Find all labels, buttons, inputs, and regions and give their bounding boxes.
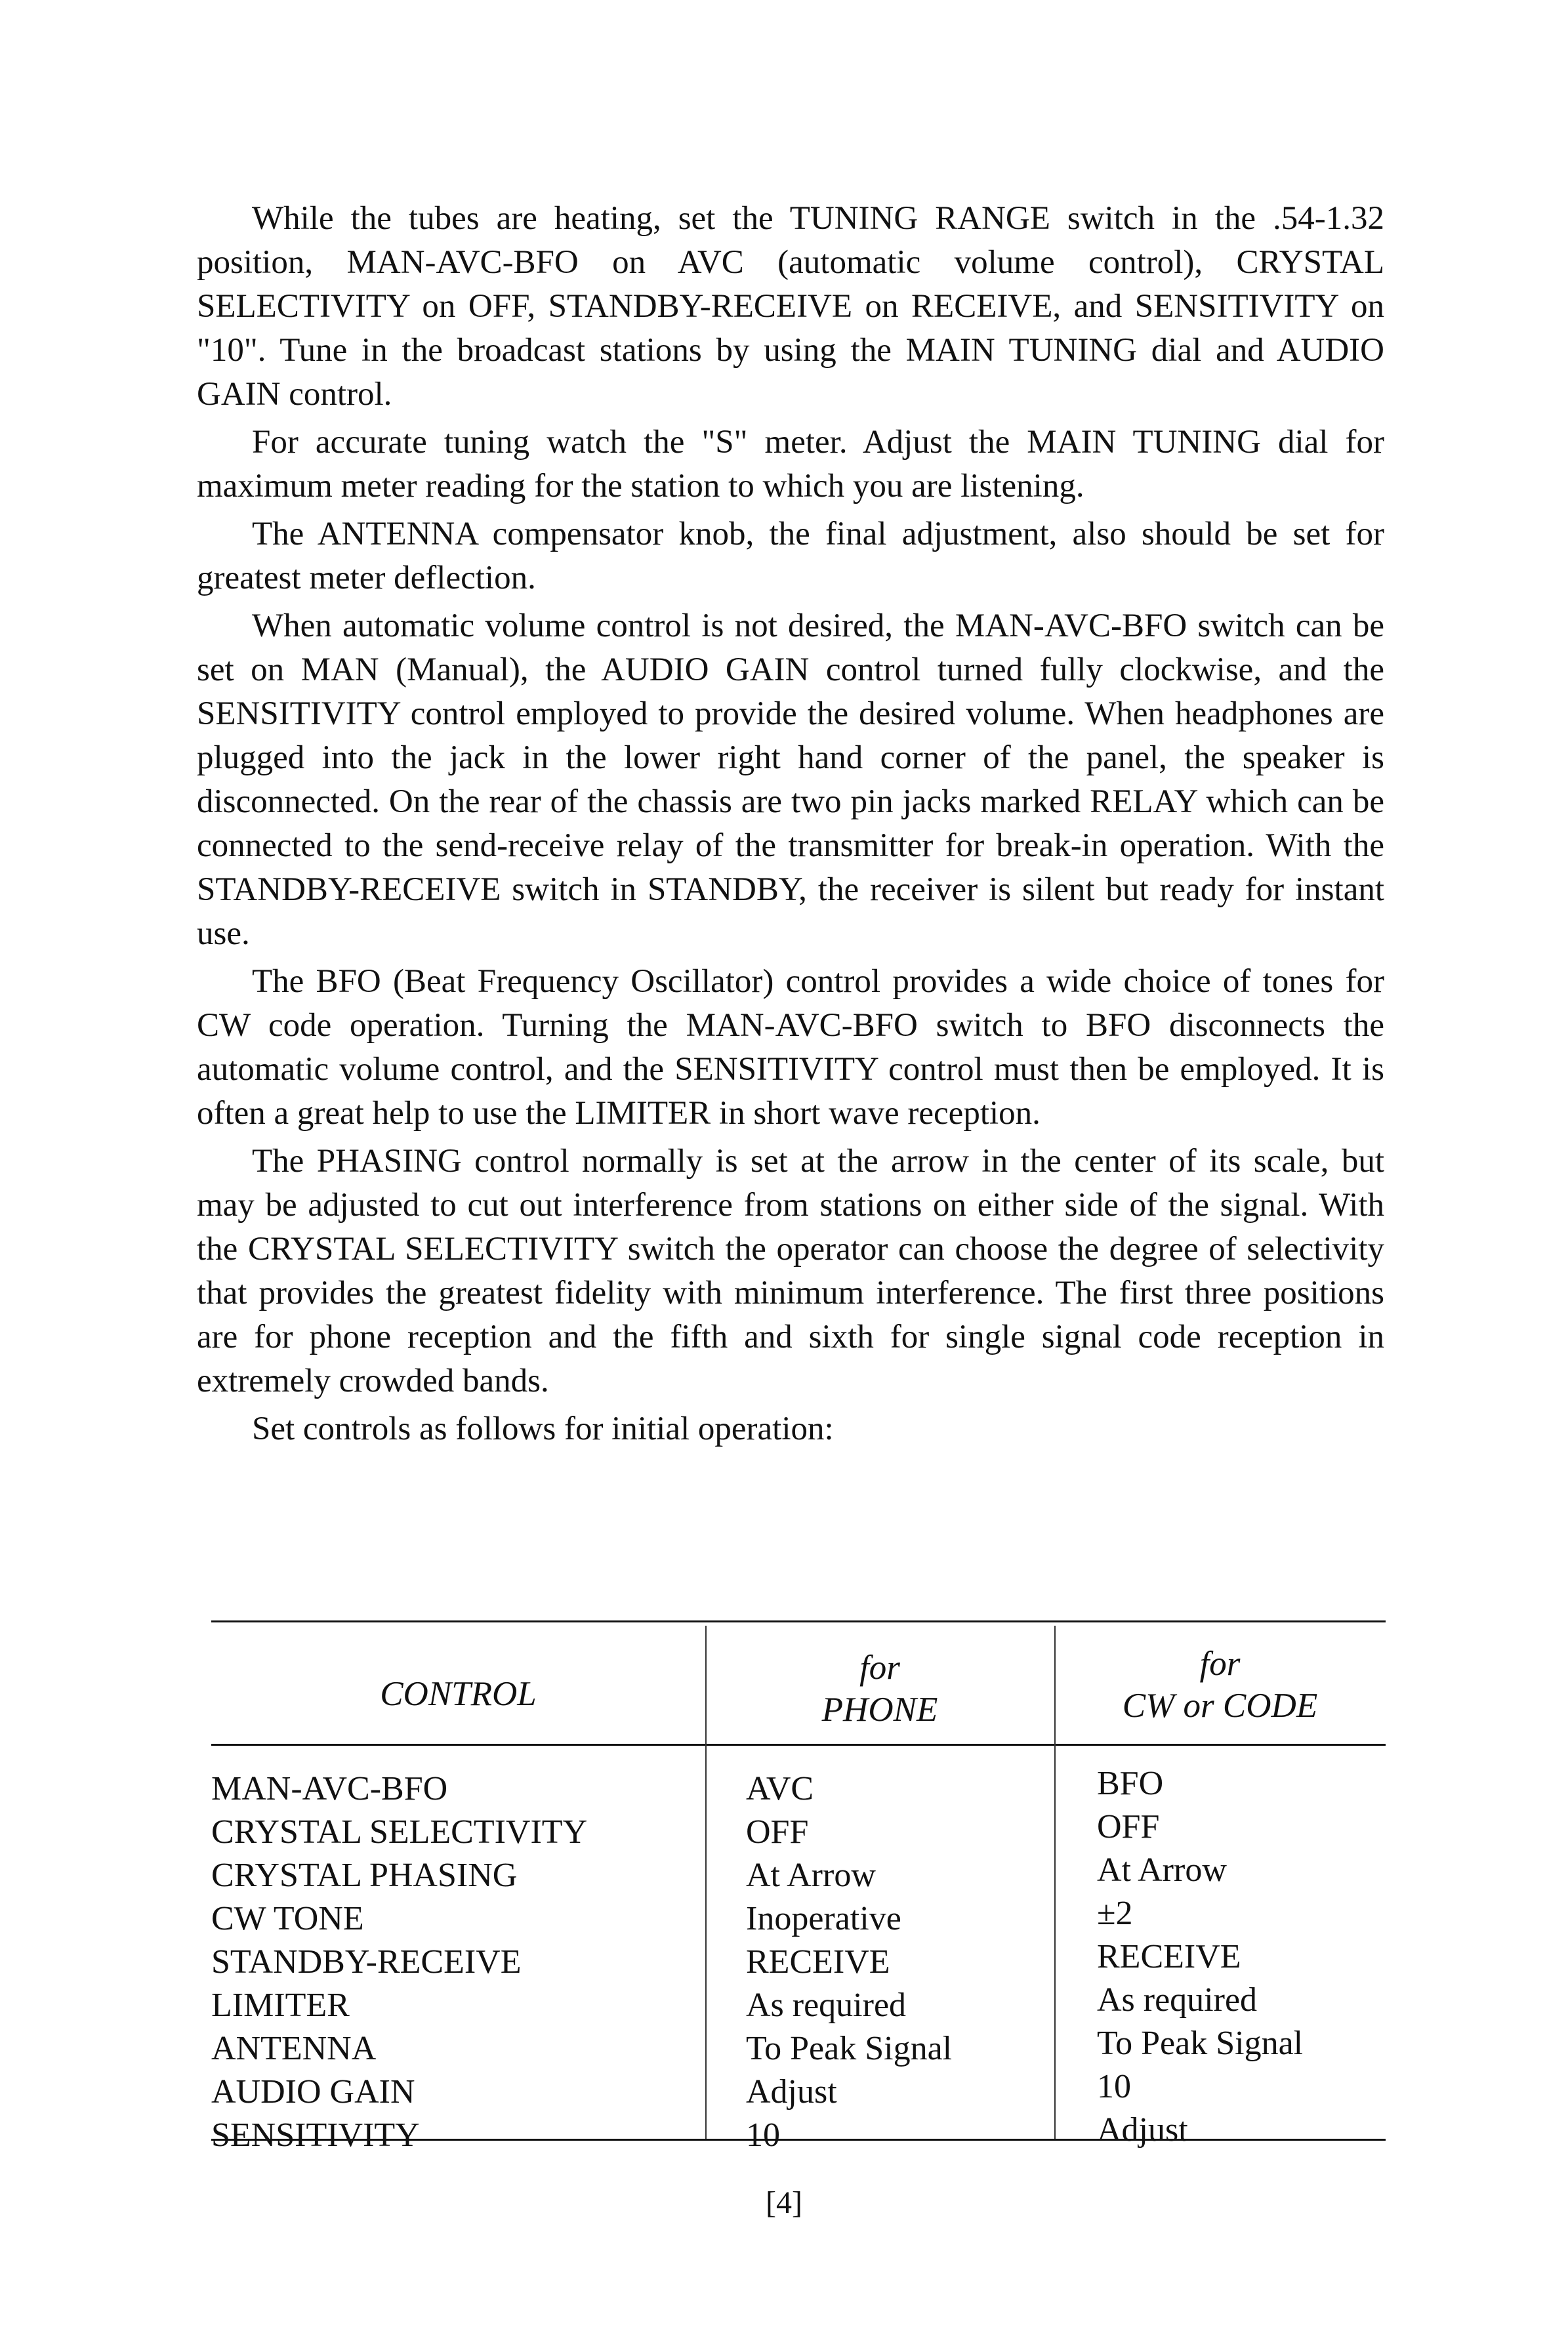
header-cw: CW or CODE — [1122, 1687, 1318, 1725]
cell-phone: To Peak Signal — [746, 2030, 953, 2067]
cell-cw: ±2 — [1097, 1895, 1133, 1932]
cell-phone: AVC — [746, 1770, 814, 1807]
paragraph: For accurate tuning watch the "S" meter. Adjust the MAIN TUNING dial for maximum meter reading for the station to which you are listening. — [197, 424, 1384, 505]
cell-cw: As required — [1097, 1981, 1258, 2019]
cell-control: CRYSTAL PHASING — [211, 1857, 518, 1894]
cell-control: CW TONE — [211, 1900, 364, 1937]
cell-cw: To Peak Signal — [1097, 2025, 1304, 2062]
cell-phone: RECEIVE — [746, 1943, 890, 1981]
header-phone-for: for — [859, 1649, 900, 1687]
cell-phone: At Arrow — [746, 1857, 876, 1894]
paragraph: The BFO (Beat Frequency Oscillator) control provides a wide choice of tones for CW code operation. Turning the MAN-AVC-BFO switch to BFO disconnects the automatic volume control, and the SENSITIVITY control must then be employed. It is often a great help to use the LIMITER in short wave reception. — [197, 963, 1384, 1132]
paragraph: Set controls as follows for initial operation: — [252, 1411, 834, 1447]
cell-control: CRYSTAL SELECTIVITY — [211, 1813, 588, 1851]
cell-phone: As required — [746, 1987, 907, 2024]
cell-phone: 10 — [746, 2116, 780, 2154]
header-phone: PHONE — [821, 1691, 938, 1729]
cell-cw: Adjust — [1097, 2111, 1188, 2149]
cell-phone: Adjust — [746, 2073, 837, 2111]
cell-control: STANDBY-RECEIVE — [211, 1943, 522, 1981]
cell-control: LIMITER — [211, 1987, 350, 2024]
table-top-rule — [211, 1620, 1386, 1622]
cell-cw: BFO — [1097, 1765, 1164, 1802]
cell-phone: Inoperative — [746, 1900, 901, 1937]
paragraph: When automatic volume control is not desired, the MAN-AVC-BFO switch can be set on MAN (Manual), the AUDIO GAIN control turned fully clockwise, and the SENSITIVITY control employed to provide the desired volume. When headphones are plugged into the jack in the lower right hand corner of the panel, the speaker is disconnected. On the rear of the chassis are two pin jacks marked RELAY which can be connected to the send-receive relay of the transmitter for break-in operation. With the STANDBY-RECEIVE switch in STANDBY, the receiver is silent but ready for instant use. — [197, 608, 1384, 952]
cell-control: MAN-AVC-BFO — [211, 1770, 448, 1807]
paragraph: The PHASING control normally is set at the arrow in the center of its scale, but may be adjusted to cut out interference from stations on either side of the signal. With the CRYSTAL SELECTIVITY switch the operator can choose the degree of selectivity that provides the greatest fidelity with minimum interference. The first three positions are for phone reception and the fifth and sixth for single signal code reception in extremely crowded bands. — [197, 1143, 1384, 1399]
header-cw-for: for — [1199, 1645, 1241, 1683]
page-number: [4] — [766, 2185, 802, 2220]
cell-control: AUDIO GAIN — [211, 2073, 415, 2111]
body-text — [197, 197, 1384, 1455]
cell-cw: At Arrow — [1097, 1851, 1227, 1889]
header-control: CONTROL — [380, 1675, 537, 1713]
cell-phone: OFF — [746, 1813, 809, 1851]
paragraph: While the tubes are heating, set the TUNING RANGE switch in the .54-1.32 position, MAN-AVC-BFO on AVC (automatic volume control), CRYSTAL SELECTIVITY on OFF, STANDBY-RECEIVE on RECEIVE, and SENSITIVITY on "10". Tune in the broadcast stations by using the MAIN TUNING dial and AUDIO GAIN control. — [197, 200, 1384, 413]
table-header-rule — [211, 1744, 1386, 1746]
cell-cw: 10 — [1097, 2068, 1131, 2105]
cell-control: ANTENNA — [211, 2030, 377, 2067]
cell-cw: RECEIVE — [1097, 1938, 1241, 1975]
paragraph: The ANTENNA compensator knob, the final adjustment, also should be set for greatest meter deflection. — [197, 516, 1384, 596]
cell-control: SENSITIVITY — [211, 2116, 420, 2154]
cell-cw: OFF — [1097, 1808, 1160, 1845]
